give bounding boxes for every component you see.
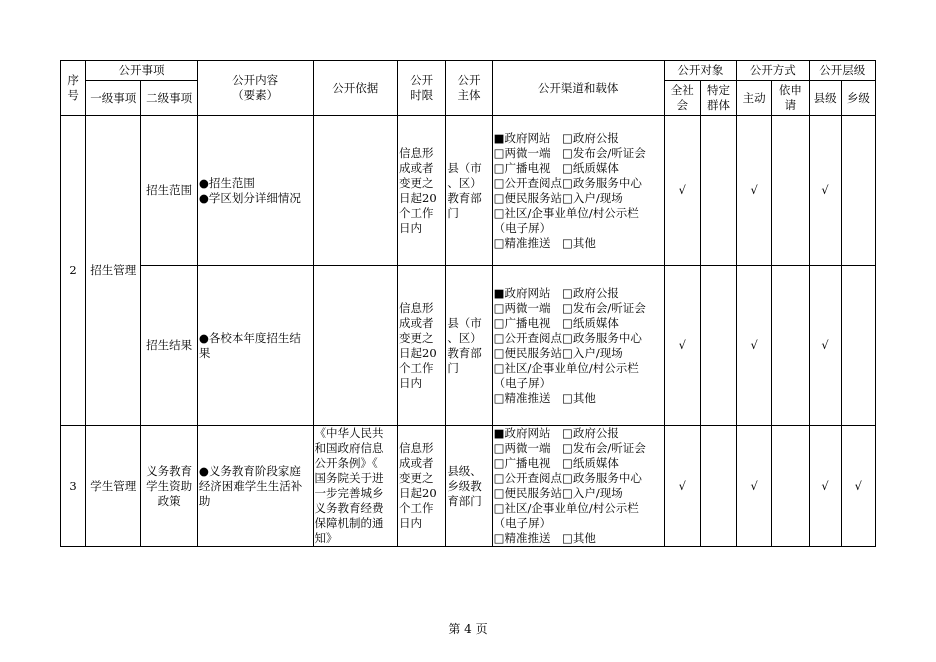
channel-line: □广播电视 □纸质媒体 [493,160,619,175]
level1-cell: 招生管理 [86,116,141,426]
header-target-specific: 特定 群体 [700,81,736,116]
header-method: 公开方式 [737,61,809,81]
channel-line: □社区/企事业单位/村公示栏 [493,501,639,515]
target-all-mark: √ [664,266,700,426]
subject-cell: 县级、 乡级教 育部门 [446,426,492,547]
seq-cell: 3 [61,426,86,547]
basis-cell [313,266,398,426]
channel-cell [492,266,664,426]
target-specific-mark [700,116,736,266]
method-active-mark: √ [737,426,772,547]
target-all-mark: √ [664,426,700,547]
level2-cell: 招生范围 [141,116,197,266]
table-row [61,266,876,426]
subject-cell: 县（市 、区） 教育部 门 [446,116,492,266]
header-seq: 序号 [61,61,86,116]
header-tier-township: 乡级 [841,81,875,116]
level2-cell: 义务教育 学生资助 政策 [141,426,197,547]
header-level1: 一级事项 [86,81,141,116]
content-cell: ●各校本年度招生结 果 [197,266,313,426]
page-number: 第 4 页 [448,622,488,636]
content-cell [197,116,313,266]
method-request-mark [772,426,809,547]
tier-township-mark: √ [841,426,875,547]
basis-cell: 《中华人民共 和国政府信息 公开条例》《 国务院关于进 一步完善城乡 义务教育经费 保障机制的通 知》 [313,426,398,547]
channel-line: □精准推送 □其他 [493,531,596,545]
header-basis: 公开依据 [313,61,398,116]
channel-line: ■政府网站 □政府公报 [493,426,619,440]
channel-line: □精准推送 □其他 [493,390,596,405]
header-row-1 [61,61,876,81]
channel-line: ■政府网站 □政府公报 [493,285,619,300]
tier-county-mark: √ [809,116,841,266]
time-cell: 信息形 成或者 变更之 日起20 个工作 日内 [398,426,446,547]
channel-line: □精准推送 □其他 [493,235,596,250]
channel-line: □便民服务站□入户/现场 [493,345,623,360]
header-tier-county: 县级 [809,81,841,116]
channel-line: □公开查阅点□政务服务中心 [493,471,642,485]
channel-line: □公开查阅点□政务服务中心 [493,175,642,190]
channel-line: □两微一端 □发布会/听证会 [493,441,646,455]
header-tier: 公开层级 [809,61,876,81]
channel-line: □便民服务站□入户/现场 [493,190,623,205]
content-item: ●学区划分详细情况 [198,190,301,205]
time-cell: 信息形 成或者 变更之 日起20 个工作 日内 [398,266,446,426]
channel-line: □广播电视 □纸质媒体 [493,315,619,330]
tier-township-mark [841,116,875,266]
header-target: 公开对象 [664,61,736,81]
method-request-mark [772,116,809,266]
header-matter: 公开事项 [86,61,198,81]
method-active-mark: √ [737,116,772,266]
target-specific-mark [700,266,736,426]
channel-line: □公开查阅点□政务服务中心 [493,330,642,345]
header-method-active: 主动 [737,81,772,116]
header-level2: 二级事项 [141,81,197,116]
channel-line: （电子屏） [493,516,552,530]
channel-line: □便民服务站□入户/现场 [493,486,623,500]
channel-cell [492,116,664,266]
channel-line: □社区/企事业单位/村公示栏 [493,360,639,375]
header-content: 公开内容 （要素） [197,61,313,116]
channel-line: □两微一端 □发布会/听证会 [493,145,646,160]
seq-cell: 2 [61,116,86,426]
content-item: ●招生范围 [198,175,255,190]
basis-cell [313,116,398,266]
header-target-all: 全社 会 [664,81,700,116]
channel-line: □广播电视 □纸质媒体 [493,456,619,470]
time-cell: 信息形 成或者 变更之 日起20 个工作 日内 [398,116,446,266]
tier-county-mark: √ [809,426,841,547]
header-channel: 公开渠道和载体 [492,61,664,116]
header-subject: 公开 主体 [446,61,492,116]
level1-cell: 学生管理 [86,426,141,547]
channel-line: （电子屏） [493,375,552,390]
table-row [61,426,876,547]
disclosure-table [60,60,876,547]
channel-line: ■政府网站 □政府公报 [493,130,619,145]
table-row [61,116,876,266]
method-request-mark [772,266,809,426]
header-time: 公开 时限 [398,61,446,116]
subject-cell: 县（市 、区） 教育部 门 [446,266,492,426]
channel-line: □社区/企事业单位/村公示栏 [493,205,639,220]
header-method-request: 依申请 [772,81,809,116]
tier-township-mark [841,266,875,426]
level2-cell: 招生结果 [141,266,197,426]
channel-line: □两微一端 □发布会/听证会 [493,300,646,315]
target-specific-mark [700,426,736,547]
channel-line: （电子屏） [493,220,552,235]
channel-cell [492,426,664,547]
tier-county-mark: √ [809,266,841,426]
content-cell: ●义务教育阶段家庭 经济困难学生生活补 助 [197,426,313,547]
method-active-mark: √ [737,266,772,426]
target-all-mark: √ [664,116,700,266]
